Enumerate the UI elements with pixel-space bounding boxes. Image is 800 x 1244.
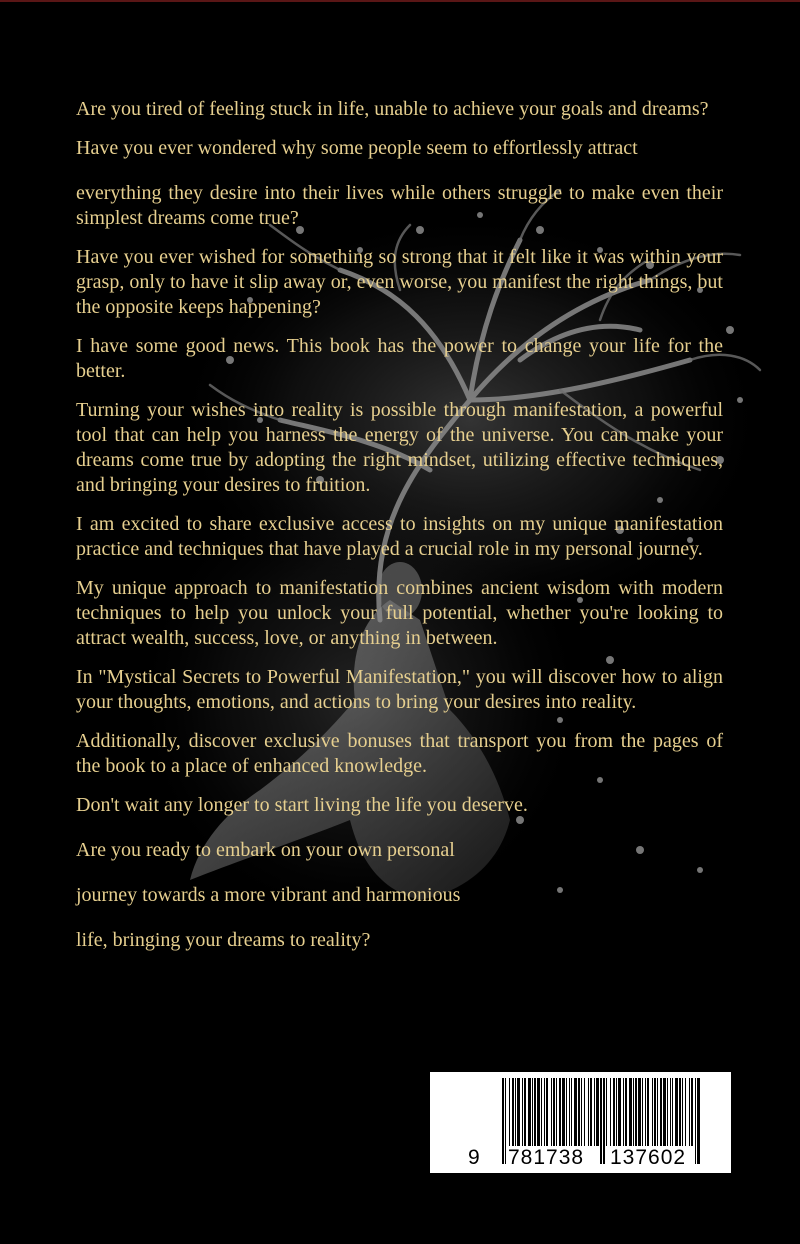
barcode-bar (528, 1078, 531, 1146)
paragraph-exclusive-access: I am excited to share exclusive access to insights on my unique manifestation practice and techniques that have played a crucial role in my personal journey. (76, 513, 723, 560)
barcode-bar (517, 1078, 520, 1146)
barcode-bar (559, 1078, 561, 1146)
barcode-bar (642, 1078, 643, 1146)
barcode-bar (546, 1078, 548, 1146)
barcode-bar (691, 1078, 693, 1146)
barcode-bar (556, 1078, 557, 1146)
paragraph-everything-they-desire: everything they desire into their lives while others struggle to make even their simplest dreams come true? (76, 182, 723, 229)
isbn-barcode (430, 1072, 731, 1173)
barcode-bar (638, 1078, 641, 1146)
paragraph-dont-wait: Don't wait any longer to start living the life you deserve. (76, 794, 528, 816)
barcode-bar (522, 1078, 523, 1146)
barcode-bar (635, 1078, 637, 1146)
barcode-digits-left: 781738 (508, 1146, 585, 1169)
barcode-bar (647, 1078, 649, 1146)
barcode-number (430, 1146, 731, 1170)
paragraph-ready-to-embark: Are you ready to embark on your own personal (76, 839, 455, 861)
barcode-bar (670, 1078, 671, 1146)
barcode-bar (682, 1078, 683, 1146)
barcode-bar (512, 1078, 514, 1146)
barcode-bar (537, 1078, 540, 1146)
barcode-bar (629, 1078, 632, 1146)
barcode-bar (594, 1078, 595, 1146)
barcode-bar (509, 1078, 510, 1146)
barcode-digit-lead: 9 (468, 1146, 480, 1169)
barcode-bar (590, 1078, 592, 1146)
barcode-bar (610, 1078, 611, 1146)
paragraph-turning-wishes: Turning your wishes into reality is possible through manifestation, a powerful tool that can help you harness the energy of the universe. You can make your dreams come true by adopting the right mindset, utilizing effective techniques, and bringing your desires to fruition. (76, 399, 723, 496)
barcode-bar (613, 1078, 615, 1146)
barcode-bar (541, 1078, 542, 1146)
barcode-bar (660, 1078, 662, 1146)
barcode-bar (618, 1078, 621, 1146)
paragraph-wished-for-something: Have you ever wished for something so strong that it felt like it was within your grasp, only to have it slip away or, even worse, you manifest the right things, but the opposite keeps happening? (76, 246, 723, 318)
barcode-bar (623, 1078, 624, 1146)
barcode-bar (588, 1078, 589, 1146)
barcode-bar (667, 1078, 668, 1146)
barcode-bar (532, 1078, 533, 1146)
barcode-bar (685, 1078, 686, 1146)
barcode-bar (689, 1078, 690, 1146)
back-cover-copy (76, 97, 723, 973)
barcode-bar (553, 1078, 555, 1146)
barcode-bar (524, 1078, 526, 1146)
barcode-bar (562, 1078, 565, 1146)
paragraph-mystical-secrets: In "Mystical Secrets to Powerful Manifestation," you will discover how to align your thoughts, emotions, and actions to bring your desires into reality. (76, 666, 723, 713)
paragraph-good-news: I have some good news. This book has the power to change your life for the better. (76, 335, 723, 382)
barcode-bar (633, 1078, 634, 1146)
barcode-bar (578, 1078, 580, 1146)
barcode-bar (584, 1078, 585, 1146)
barcode-bar (625, 1078, 627, 1146)
barcode-bar (654, 1078, 656, 1146)
paragraph-tired-of-feeling-stuck: Are you tired of feeling stuck in life, unable to achieve your goals and dreams? (76, 98, 709, 120)
barcode-bar (596, 1078, 599, 1146)
paragraph-bringing-dreams: life, bringing your dreams to reality? (76, 929, 371, 951)
paragraph-wondered-why: Have you ever wondered why some people seem to effortlessly attract (76, 137, 638, 159)
barcode-bar (645, 1078, 646, 1146)
barcode-bar (616, 1078, 617, 1146)
paragraph-exclusive-bonuses: Additionally, discover exclusive bonuses that transport you from the pages of the book to a place of enhanced knowledge. (76, 730, 723, 777)
barcode-bar (574, 1078, 577, 1146)
barcode-bar (652, 1078, 653, 1146)
barcode-bar (515, 1078, 516, 1146)
barcode-bar (544, 1078, 545, 1146)
barcode-bar (571, 1078, 572, 1146)
barcode-bar (657, 1078, 658, 1146)
paragraph-unique-approach: My unique approach to manifestation combines ancient wisdom with modern techniques to help you unlock your full potential, whether you're looking to attract wealth, success, love, or anything in between. (76, 577, 723, 649)
barcode-bar (663, 1078, 666, 1146)
paragraph-journey-towards: journey towards a more vibrant and harmonious (76, 884, 461, 906)
barcode-bar (679, 1078, 681, 1146)
barcode-bar (569, 1078, 570, 1146)
barcode-digits-right: 137602 (610, 1146, 687, 1169)
barcode-bar (566, 1078, 567, 1146)
barcode-bar (672, 1078, 673, 1146)
barcode-bar (581, 1078, 582, 1146)
barcode-bar (551, 1078, 552, 1146)
barcode-bar (606, 1078, 607, 1146)
barcode-bar (534, 1078, 536, 1146)
barcode-bar (675, 1078, 678, 1146)
